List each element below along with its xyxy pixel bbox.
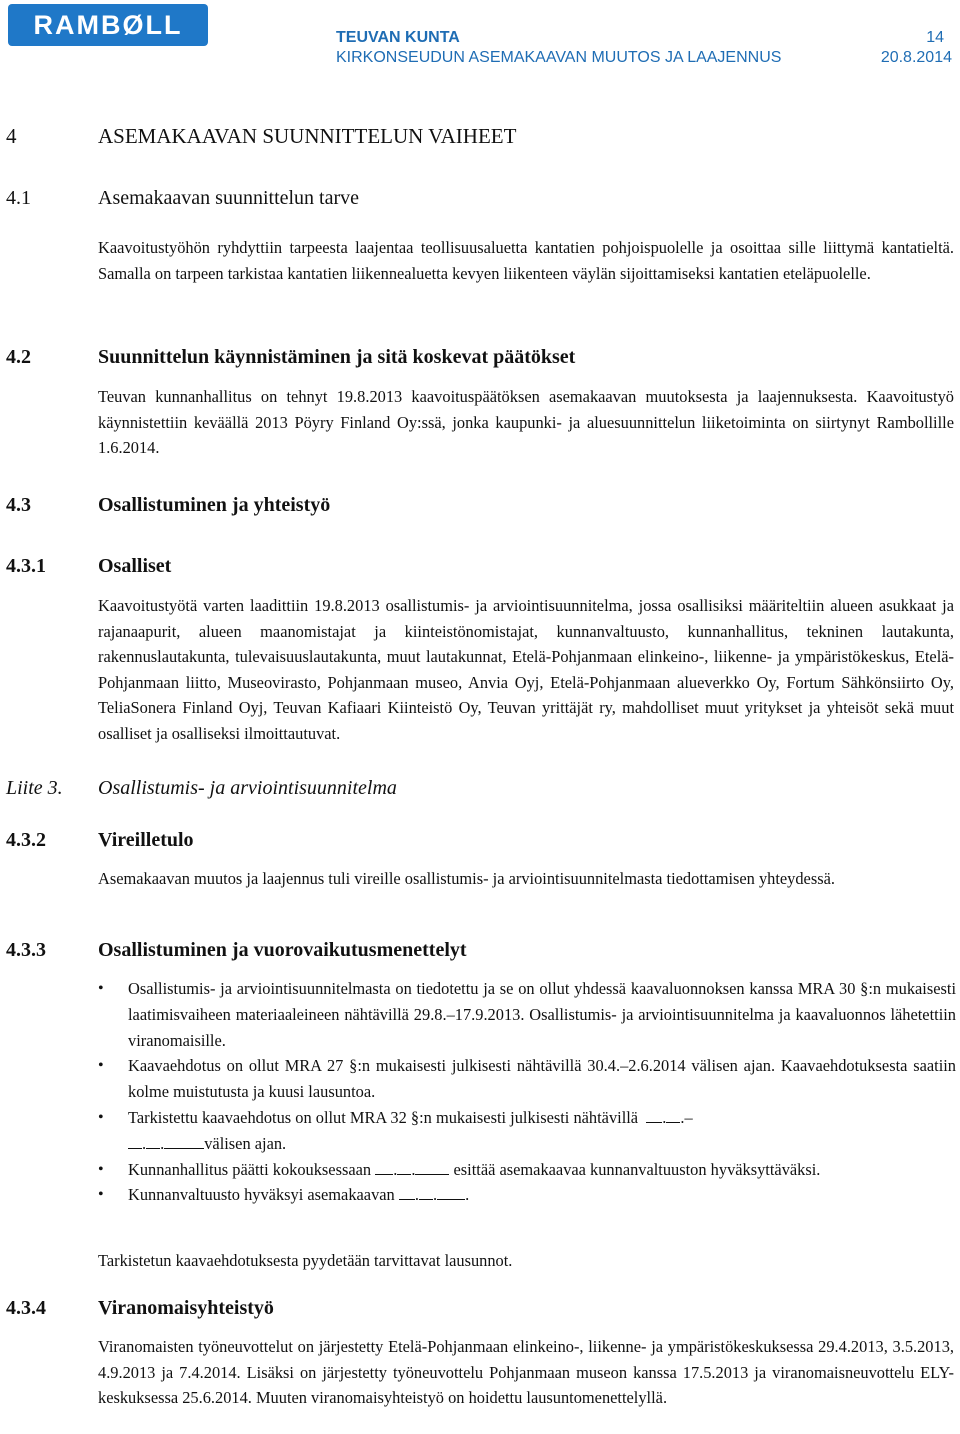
section-title: Asemakaavan suunnittelun tarve (98, 187, 360, 209)
list-item: • Tarkistettu kaavaehdotus on ollut MRA 32 §:n mukaisesti julkisesti nähtävillä . .– . . välisen ajan. (98, 1105, 956, 1157)
section-title: Suunnittelun käynnistäminen ja sitä koskevat päätökset (98, 346, 576, 368)
section-number: 4.3.1 (6, 555, 46, 577)
header-date: 20.8.2014 (880, 49, 952, 66)
section-4-3-4-text: Viranomaisten työneuvottelut on järjestetty Etelä-Pohjanmaan elinkeino-, liikenne- ja ympäristökeskuksessa 29.4.2013, 3.5.2013, 4.9.2013 ja 7.4.2014. Lisäksi on järjestetty työneuvottelu Pohjanmaan museon kanssa 17.5.2013 ja viranomaisneuvottelu ELY-keskuksessa 25.6.2014. Muuten viranomaisyhteistyö on hoidettu lausuntomenettelyllä. (98, 1337, 954, 1408)
section-number: 4.3.4 (6, 1297, 46, 1319)
list-item: • Kunnanvaltuusto hyväksyi asemakaavan . . . (98, 1182, 956, 1208)
section-number: 4 (6, 124, 17, 148)
section-4-3-1-text: Kaavoitustyötä varten laadittiin 19.8.2013 osallistumis- ja arviointisuunnitelma, jossa osallisiksi määriteltiin alueen asukkaat ja rajanaapurit, alueen maanomistajat ja kiinteistönomistajat, kunnanvaltuusto, kunnanhallitus, tekninen lautakunta, rakennuslautakunta, tulevaisuuslautakunta, muut lautakunnat, Etelä-Pohjanmaan elinkeino-, liikenne- ja ympäristökeskus, Etelä-Pohjanmaan liitto, Museovirasto, Pohjanmaan museo, Anvia Oyj, Etelä-Pohjanmaan alueverkko Oy, Fortum Sähkönsiirto Oy, TeliaSonera Finland Oyj, Teuvan Kafiaari Kiinteistö Oy, Teuvan yrittäjät ry, mahdolliset muut yritykset ja yhteisöt sekä muut osalliset ja osalliseksi ilmoittautuvat. (98, 596, 954, 743)
section-4-1-text: Kaavoitustyöhön ryhdyttiin tarpeesta laajentaa teollisuusaluetta kantatien pohjoispuolelle ja osoittaa sille liittymä kantatieltä. Samalla on tarpeen tarkistaa kantatien liikennealuetta kevyen liikenteen väylän sijoittamiseksi kantatien eteläpuolelle. (98, 238, 954, 283)
section-number: 4.2 (6, 346, 31, 368)
procedure-list (98, 976, 956, 1208)
section-title: Vireilletulo (98, 829, 194, 851)
section-number: 4.3.2 (6, 829, 46, 851)
section-title: Viranomaisyhteistyö (98, 1297, 274, 1319)
section-number: 4.3 (6, 494, 31, 516)
header-subtitle: KIRKONSEUDUN ASEMAKAAVAN MUUTOS JA LAAJENNUS (336, 49, 782, 66)
section-4-3-2-text: Asemakaavan muutos ja laajennus tuli vireille osallistumis- ja arviointisuunnitelmasta tiedottamisen yhteydessä. (98, 869, 835, 888)
section-number: 4.1 (6, 187, 31, 209)
attachment-title: Osallistumis- ja arviointisuunnitelma (98, 777, 397, 799)
section-title: Osallistuminen ja yhteistyö (98, 494, 331, 516)
list-item: • Kunnanhallitus päätti kokouksessaan . . esittää asemakaavaa kunnanvaltuuston hyväksyttäväksi. (98, 1157, 956, 1183)
svg-text:RAMBØLL: RAMBØLL (33, 10, 183, 40)
section-title: ASEMAKAAVAN SUUNNITTELUN VAIHEET (98, 124, 517, 148)
section-title: Osallistuminen ja vuorovaikutusmenettelyt (98, 939, 467, 961)
list-item: • Kaavaehdotus on ollut MRA 27 §:n mukaisesti julkisesti nähtävillä 30.4.–2.6.2014 välisen ajan. Kaavaehdotuksesta saatiin kolme muistutusta ja kuusi lausuntoa. (98, 1053, 956, 1105)
page-number: 14 (926, 29, 944, 46)
header-title: TEUVAN KUNTA (336, 29, 460, 46)
list-item: • Osallistumis- ja arviointisuunnitelmasta on tiedotettu ja se on ollut yhdessä kaavaluonnoksen kanssa MRA 30 §:n mukaisesti laatimisvaiheen materiaaleineen nähtävillä 29.8.–17.9.2013. Osallistumis- ja arviointisuunnitelma ja kaavaluonnos lähetettiin viranomaisille. (98, 976, 956, 1053)
section-number: 4.3.3 (6, 939, 46, 961)
ramboll-logo (8, 4, 208, 46)
section-4-3-3-after: Tarkistetun kaavaehdotuksesta pyydetään tarvittavat lausunnot. (98, 1251, 513, 1270)
section-4-2-text: Teuvan kunnanhallitus on tehnyt 19.8.2013 kaavoituspäätöksen asemakaavan muutoksesta ja laajennuksesta. Kaavoitustyö käynnistettiin keväällä 2013 Pöyry Finland Oy:ssä, jonka kaupunki- ja aluesuunnittelun liiketoiminta on siirtynyt Rambollille 1.6.2014. (98, 387, 954, 458)
section-title: Osalliset (98, 555, 172, 577)
attachment-label: Liite 3. (6, 777, 63, 799)
